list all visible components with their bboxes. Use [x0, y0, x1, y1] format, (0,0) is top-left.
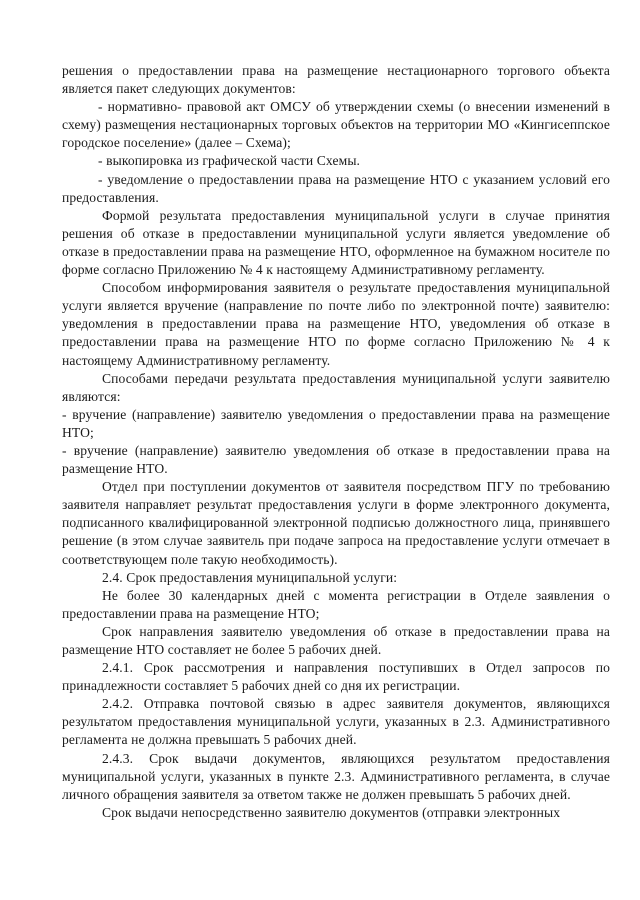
list-item: - вручение (направление) заявителю уведомления об отказе в предоставлении права на размещение НТО. [62, 442, 610, 477]
list-item: - нормативно- правовой акт ОМСУ об утверждении схемы (о внесении изменений в схему) размещения нестационарных торговых объектов на территории МО «Кингисеппское городское поселение» (далее – Схема); [62, 99, 610, 151]
paragraph: Срок выдачи непосредственно заявителю документов (отправки электронных [102, 804, 561, 820]
paragraph: Не более 30 календарных дней с момента регистрации в Отделе заявления о предоставлении права на размещение НТО; [62, 587, 610, 621]
paragraph: Способами передачи результата предоставления муниципальной услуги заявителю являются: [62, 370, 610, 404]
list-item: - уведомление о предоставлении права на размещение НТО с указанием условий его предоставления. [62, 171, 610, 205]
paragraph: Формой результата предоставления муниципальной услуги в случае принятия решения об отказе в предоставлении муниципальной услуги является уведомление об отказе в предоставлении права на размещение НТО, оформленное на бумажном носителе по форме согласно Приложению № 4 к настоящему Административному регламенту. [62, 207, 610, 278]
paragraph: 2.4.3. Срок выдачи документов, являющихся результатом предоставления муниципальной услуги, указанных в пункте 2.3. Административного регламента, в случае личного обращения заявителя за ответом также не должен превышать 5 рабочих дней. [62, 750, 610, 802]
list-item: - выкопировка из графической части Схемы. [98, 153, 361, 169]
paragraph: решения о предоставлении права на размещение нестационарного торгового объекта является пакет следующих документов: [62, 63, 610, 97]
paragraph: 2.4.1. Срок рассмотрения и направления поступивших в Отдел запросов по принадлежности составляет 5 рабочих дней со дня их регистрации. [62, 660, 610, 694]
section-heading: 2.4. Срок предоставления муниципальной услуги: [102, 569, 398, 585]
paragraph: Способом информирования заявителя о результате предоставления муниципальной услуги является вручение (направление по почте либо по электронной почте) заявителю: уведомления в предоставлении права на размещение НТО, уведомления об отказе в предоставлении права на размещение НТО по форме согласно Приложению № 4 к настоящему Административному регламенту. [62, 280, 610, 368]
list-item: - вручение (направление) заявителю уведомления о предоставлении права на размещение НТО; [62, 406, 610, 440]
paragraph: Отдел при поступлении документов от заявителя посредством ПГУ по требованию заявителя направляет результат предоставления услуги в форме электронного документа, подписанного квалифицированной электронной подписью должностного лица, принявшего решение (в этом случае заявитель при подаче запроса на предоставление услуги отмечает в соответствующем поле такую необходимость). [62, 479, 610, 567]
paragraph: 2.4.2. Отправка почтовой связью в адрес заявителя документов, являющихся результатом предоставления муниципальной услуги, указанных в 2.3. Административного регламента не должна превышать 5 рабочих дней. [62, 696, 610, 748]
paragraph: Срок направления заявителю уведомления об отказе в предоставлении права на размещение НТО составляет не более 5 рабочих дней. [62, 623, 610, 657]
